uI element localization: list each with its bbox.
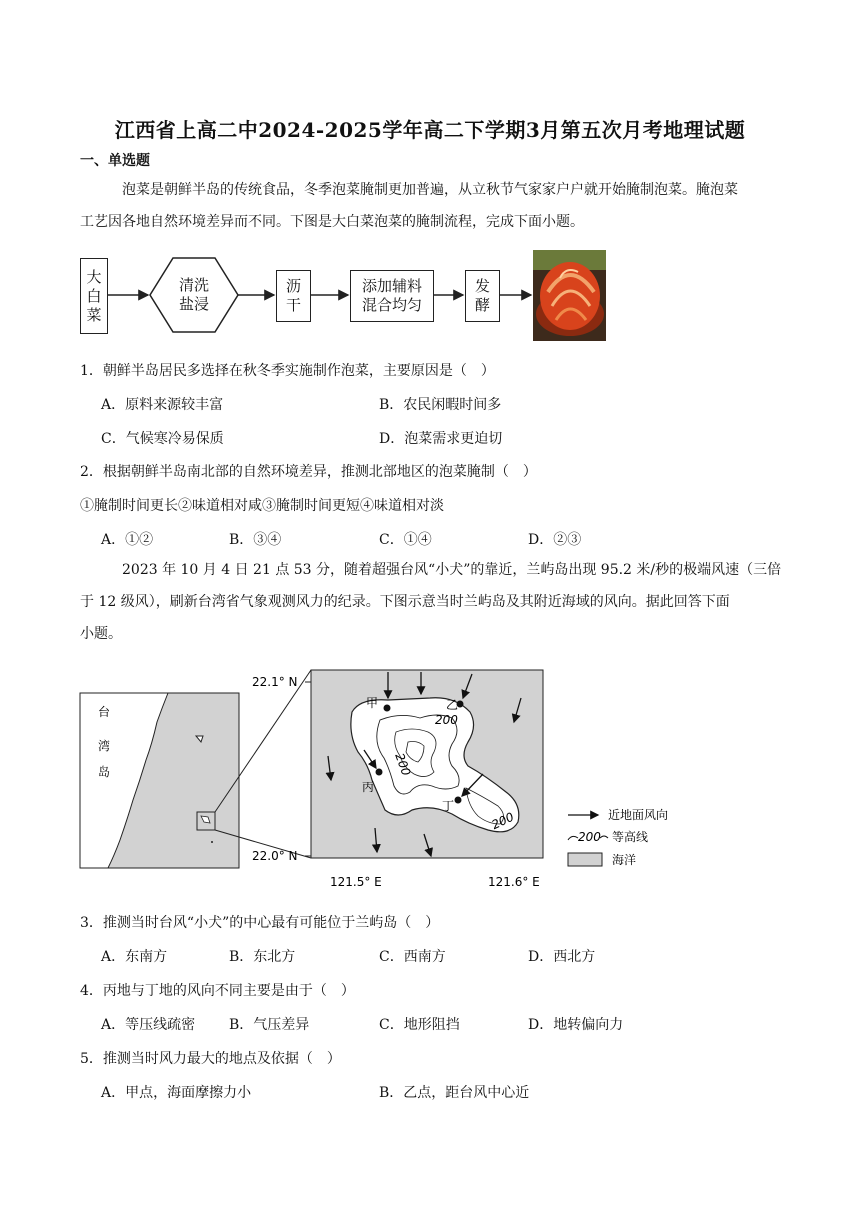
flow-char: 酵 [474,296,490,314]
flow-char: 白 [86,286,102,305]
question-5: 5．推测当时风力最大的地点及依据（ ） [80,1051,341,1067]
q4-option-b: B．气压差异 [229,1017,310,1033]
lon-label-left: 121.5° E [330,875,382,889]
q4-option-d: D．地转偏向力 [528,1017,624,1033]
q1-option-d: D．泡菜需求更迫切 [379,431,503,447]
lat-label-top: 22.1° N [252,675,298,689]
question-4: 4．丙地与丁地的风向不同主要是由于（ ） [80,983,355,999]
taiwan-char: 岛 [98,765,111,779]
q2-statements: ①腌制时间更长②味道相对咸③腌制时间更短④味道相对淡 [80,498,444,514]
q1-option-c: C．气候寒冷易保质 [101,431,224,447]
passage2-line3: 小题。 [80,626,122,642]
page-title: 江西省上高二中2024-2025学年高二下学期3月第五次月考地理试题 [114,118,746,142]
flow-text: 盐浸 [178,295,209,313]
flow-step-ferment [465,270,500,322]
label-yi: 乙 [446,698,459,712]
label-jia: 甲 [366,696,379,710]
q4-option-c: C．地形阻挡 [379,1017,460,1033]
q2-option-c: C．①④ [379,532,432,548]
point-bing [376,769,383,776]
legend-contour-label: 等高线 [612,830,649,844]
q3-option-d: D．西北方 [528,949,596,965]
q2-option-b: B．③④ [229,532,282,548]
flow-text: 清洗 [178,276,209,294]
label-ding: 丁 [442,799,455,813]
q2-option-a: A．①② [101,532,154,548]
flow-step-wash [150,258,238,332]
flow-text: 混合均匀 [361,296,422,314]
q5-option-a: A．甲点，海面摩擦力小 [101,1085,252,1101]
lon-label-right: 121.6° E [488,875,540,889]
taiwan-char: 台 [98,705,111,719]
legend-wind-label: 近地面风向 [608,808,669,822]
flow-step-drain [276,270,311,322]
passage1-line1: 泡菜是朝鲜半岛的传统食品，冬季泡菜腌制更加普遍，从立秋节气家家户户就开始腌制泡菜。腌泡菜 [122,182,738,198]
flow-char: 干 [285,296,301,314]
q2-option-d: D．②③ [528,532,582,548]
question-2: 2．根据朝鲜半岛南北部的自然环境差异，推测北部地区的泡菜腌制（ ） [80,464,537,480]
contour-label: 200 [435,713,458,727]
lanyu-wind-map [0,660,860,900]
question-1: 1．朝鲜半岛居民多选择在秋冬季实施制作泡菜，主要原因是（ ） [80,363,495,379]
q3-option-a: A．东南方 [101,949,168,965]
flow-char: 沥 [285,277,301,295]
contour-label: 200 [392,751,414,778]
flow-char: 菜 [86,305,102,324]
lat-label-bottom: 22.0° N [252,849,298,863]
taiwan-char: 湾 [98,739,111,753]
label-bing: 丙 [362,780,375,794]
flow-step-mix [350,270,434,322]
q1-option-b: B．农民闲暇时间多 [379,397,502,413]
q4-option-a: A．等压线疏密 [101,1017,196,1033]
passage2-line1: 2023 年 10 月 4 日 21 点 53 分，随着超强台风“小犬”的靠近，兰屿岛出现 95.2 米/秒的极端风速（三倍 [122,562,782,578]
point-jia [384,705,391,712]
flow-text: 添加辅料 [361,277,422,295]
legend-ocean-label: 海洋 [612,853,637,867]
question-3: 3．推测当时台风“小犬”的中心最有可能位于兰屿岛（ ） [80,915,440,931]
kimchi-photo [533,250,606,341]
map-legend [568,807,668,867]
point-ding [455,797,462,804]
flow-char: 发 [474,277,490,295]
passage2-line2: 于 12 级风），刷新台湾省气象观测风力的纪录。下图示意当时兰屿岛及其附近海域的风向。据此回答下面 [80,594,730,610]
passage1-line2: 工艺因各地自然环境差异而不同。下图是大白菜泡菜的腌制流程，完成下面小题。 [80,214,584,230]
contour-label: 200 [489,809,517,833]
section-heading: 一、单选题 [80,153,150,169]
legend-contour-value: 200 [578,830,601,844]
q3-option-b: B．东北方 [229,949,296,965]
q1-option-a: A．原料来源较丰富 [101,397,224,413]
q5-option-b: B．乙点，距台风中心近 [379,1085,530,1101]
q3-option-c: C．西南方 [379,949,446,965]
flow-char: 大 [86,267,102,286]
